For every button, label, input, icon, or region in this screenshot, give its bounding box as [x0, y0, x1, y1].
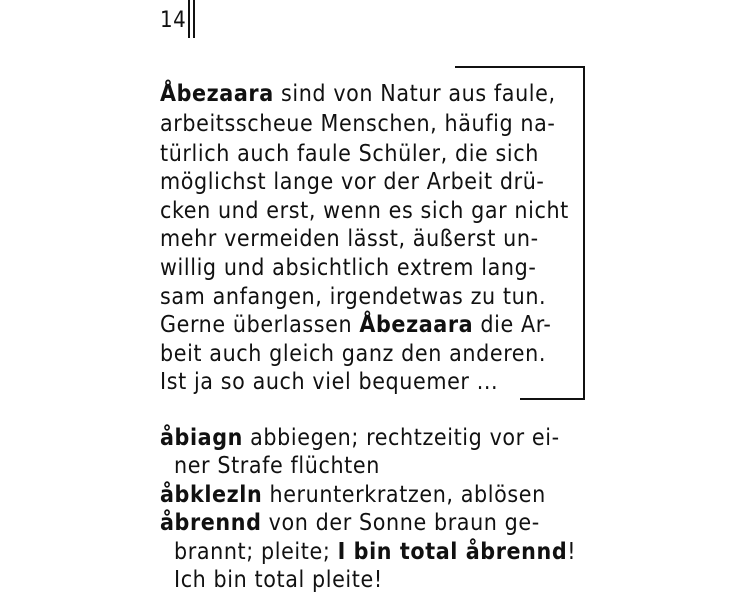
box-border-top [455, 66, 585, 68]
box-line: türlich auch faule Schüler, die sich [160, 141, 539, 167]
entry-definition-continued: ner Strafe flüchten [174, 453, 380, 479]
entry-term: åbrennd [160, 510, 262, 536]
box-line: möglichst lange vor der Arbeit drü- [160, 169, 545, 195]
entry-term: åbiagn [160, 425, 243, 451]
box-line: Gerne überlassen Åbezaara die Ar- [160, 312, 552, 338]
page-number: 14 [160, 8, 187, 33]
headword: Åbezaara [359, 312, 474, 338]
box-line: cken und erst, wenn es sich gar nicht [160, 198, 569, 224]
dictionary-entry [160, 481, 546, 509]
entry-definition: abbiegen; rechtzeitig vor ei- [242, 425, 560, 451]
box-line: mehr vermeiden lässt, äußerst un- [160, 226, 539, 252]
dictionary-entry [160, 509, 540, 537]
box-line: willig und absichtlich extrem lang- [160, 255, 537, 281]
page-number-rule [188, 0, 190, 38]
dictionary-entry [160, 424, 560, 452]
box-line: Ist ja so auch viel bequemer ... [160, 369, 499, 395]
entry-definition-continued: brannt; pleite; I bin total åbrennd! [174, 539, 577, 565]
entry-translation: Ich bin total pleite! [174, 567, 383, 593]
box-line: arbeitsscheue Menschen, häufig na- [160, 111, 556, 137]
box-line: Åbezaara sind von Natur aus faule, [160, 81, 556, 107]
entry-definition: herunterkratzen, ablösen [262, 482, 546, 508]
headword: Åbezaara [160, 81, 274, 107]
box-line: sam anfangen, irgendetwas zu tun. [160, 284, 547, 310]
box-border-right [583, 66, 585, 400]
box-line: beit auch gleich ganz den anderen. [160, 341, 547, 367]
entry-definition: von der Sonne braun ge- [261, 510, 540, 536]
entry-example: I bin total åbrennd [337, 539, 568, 565]
entry-term: åbklezln [160, 482, 263, 508]
box-border-bottom [520, 398, 585, 400]
page-number-rule [193, 0, 195, 38]
